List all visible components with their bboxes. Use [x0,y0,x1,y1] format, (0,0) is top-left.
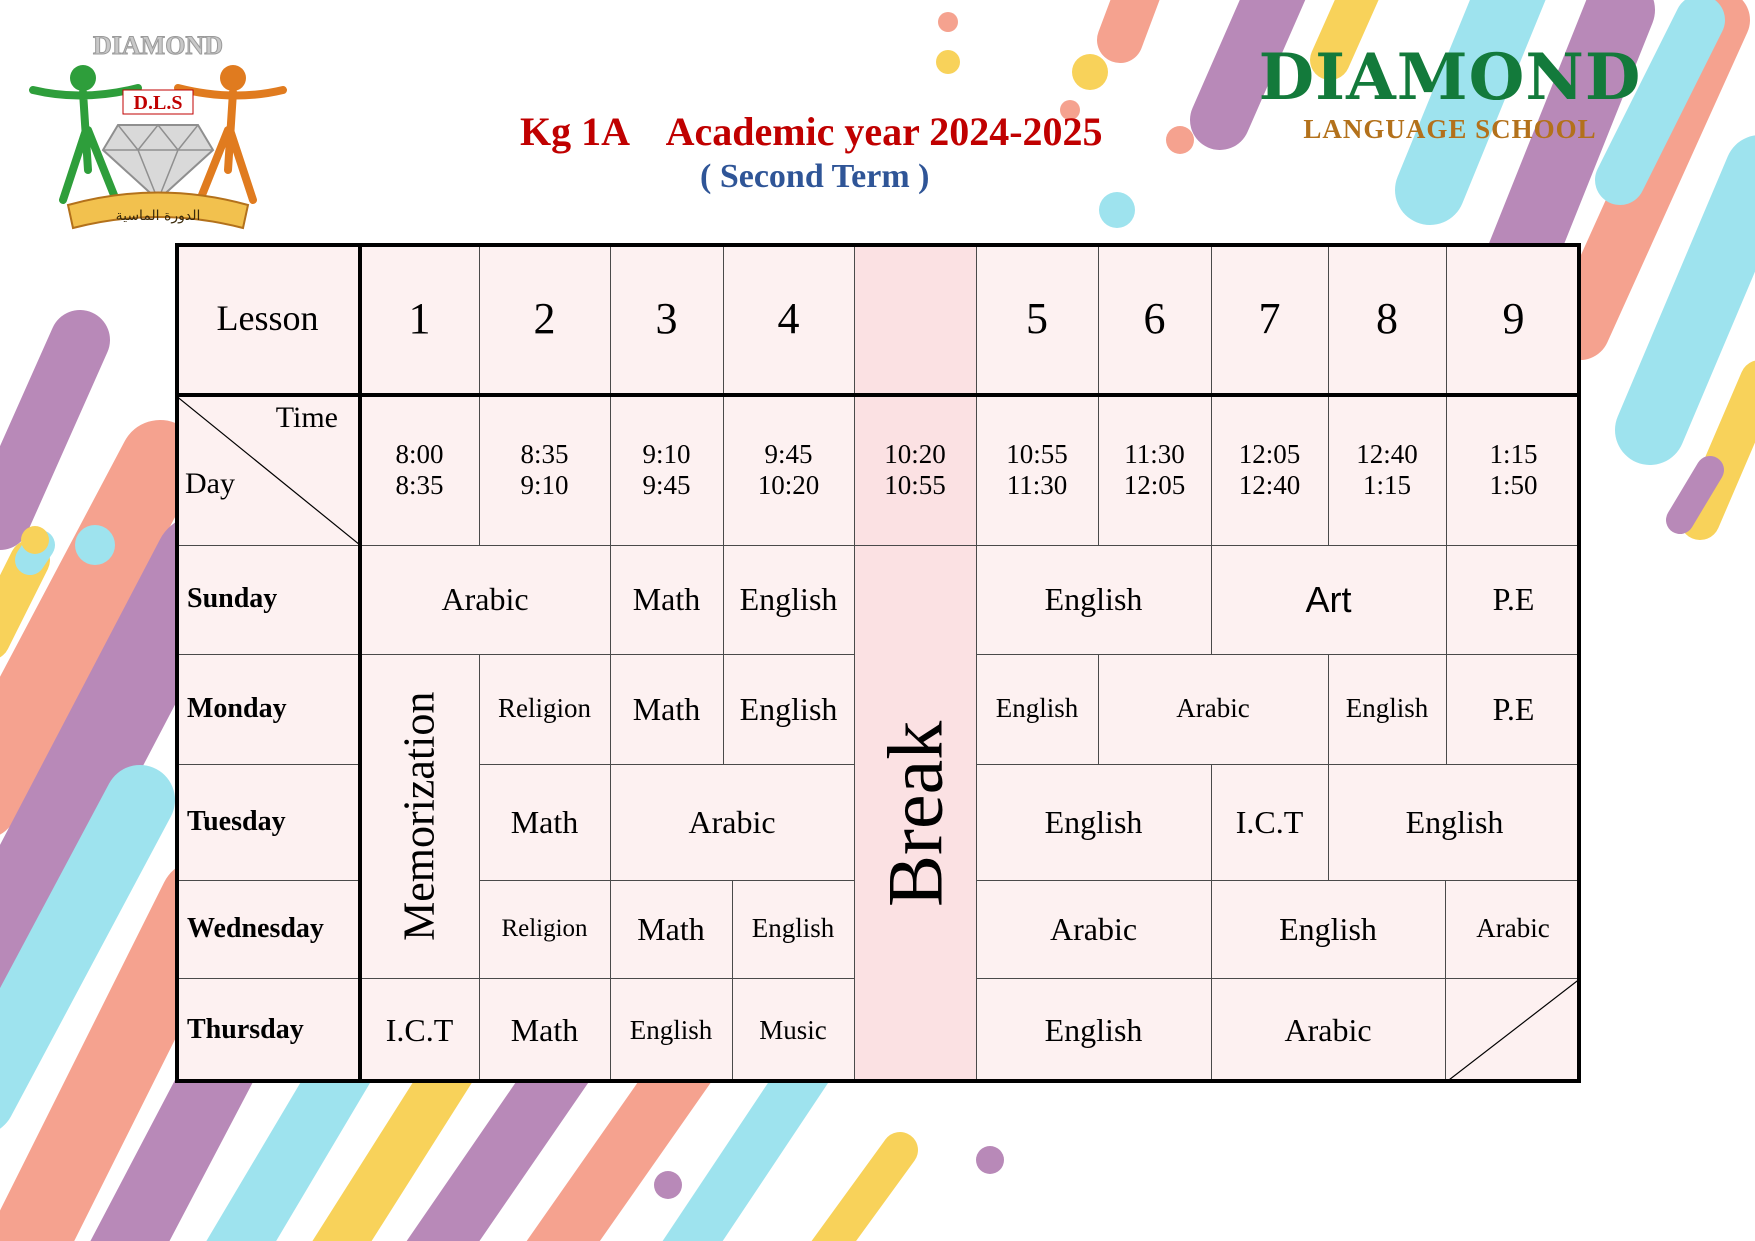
time-start: 10:55 [1006,438,1068,469]
time-end: 8:35 [395,470,444,500]
school-name: DIAMOND [1258,40,1642,115]
memorization-label: Memorization [394,691,444,941]
subject-cell: Math [610,880,732,978]
subject-cell: English [1211,880,1445,978]
lesson-number: 4 [723,243,854,395]
time-end: 1:15 [1362,470,1411,500]
subject-cell: Art [1211,545,1446,654]
page-title [520,108,1103,155]
subject-cell: Math [479,978,610,1083]
grid-line [175,978,360,979]
time-end: 9:10 [520,470,569,500]
time-start: 1:15 [1489,438,1538,469]
class-name: Kg 1A [520,109,628,154]
empty-slot [1445,978,1581,1083]
time-slot [360,395,479,545]
grid-line [479,764,854,765]
subject-cell: English [976,978,1211,1083]
subject-cell: Arabic [976,880,1211,978]
time-start: 12:40 [1356,438,1418,469]
subject-cell: I.C.T [1211,764,1328,880]
grid-line [175,545,1581,546]
subject-cell: Math [610,545,723,654]
grid-line [175,764,360,765]
lesson-number: 6 [1098,243,1211,395]
grid-line [479,654,480,1083]
grid-line [732,880,733,1083]
time-start: 9:45 [764,438,813,469]
time-end: 10:20 [757,470,820,500]
break-label: Break [871,720,959,908]
grid-line [610,243,611,1083]
break-time-slot [854,395,976,545]
time-end: 12:40 [1238,470,1301,500]
grid-line [360,654,854,655]
time-start: 9:10 [642,438,691,469]
timetable [175,243,1581,1083]
grid-line [175,880,360,881]
subject-cell: Music [732,978,854,1083]
grid-line [175,654,360,655]
time-start: 10:20 [884,438,946,469]
time-slot [723,395,854,545]
time-slot [976,395,1098,545]
time-end: 11:30 [1006,470,1068,500]
break-header [854,243,976,395]
school-logo [28,30,288,240]
lesson-number: 1 [360,243,479,395]
school-brand [1240,40,1660,145]
day-tuesday: Tuesday [175,764,360,880]
time-day-corner [175,395,360,545]
lesson-number: 9 [1446,243,1581,395]
time-label: Time [275,401,338,434]
break-cell [854,545,976,1083]
time-start: 8:00 [395,438,444,469]
time-end: 1:50 [1489,470,1538,500]
time-slot [1211,395,1328,545]
subject-cell: Math [610,654,723,764]
subject-cell: Religion [479,654,610,764]
subject-cell: English [723,654,854,764]
grid-line [976,243,977,1083]
subject-cell: English [976,654,1098,764]
subject-cell: English [732,880,854,978]
subject-cell: Arabic [1445,880,1581,978]
grid-line [1445,880,1446,1083]
time-start: 8:35 [520,438,569,469]
time-end: 12:05 [1123,470,1186,500]
grid-line [1328,654,1329,880]
diagonal-strike-icon [1445,978,1581,1083]
lesson-number: 5 [976,243,1098,395]
lesson-number: 3 [610,243,723,395]
logo-top-text: DIAMOND [93,31,223,60]
header-divider-horizontal [175,393,1581,397]
day-wednesday: Wednesday [175,880,360,978]
subject-cell: English [976,545,1211,654]
subject-cell: P.E [1446,545,1581,654]
time-slot [479,395,610,545]
subject-cell: English [1328,654,1446,764]
subject-cell: Religion [479,880,610,978]
subject-cell: Arabic [1211,978,1445,1083]
subject-cell: I.C.T [360,978,479,1083]
grid-line [976,978,1581,979]
day-thursday: Thursday [175,978,360,1083]
grid-line [1211,764,1212,1083]
time-slot [610,395,723,545]
time-slot [1446,395,1581,545]
time-start: 12:05 [1238,438,1301,469]
subject-cell: Arabic [360,545,610,654]
school-crest-icon [28,30,288,240]
logo-ribbon-text: الدورة الماسية [115,208,201,224]
day-sunday: Sunday [175,545,360,654]
lesson-number: 7 [1211,243,1328,395]
school-subtitle: LANGUAGE SCHOOL [1303,114,1597,144]
lesson-number: 2 [479,243,610,395]
subject-cell: Math [479,764,610,880]
day-monday: Monday [175,654,360,764]
subject-cell: P.E [1446,654,1581,764]
grid-line [854,243,855,1083]
logo-badge-text: D.L.S [133,92,183,114]
subject-cell: English [610,978,732,1083]
subject-cell: English [976,764,1211,880]
grid-line [1098,654,1099,764]
time-slot [1328,395,1446,545]
subject-cell: Arabic [610,764,854,880]
lesson-header: Lesson [175,243,360,395]
memorization-cell [360,654,479,978]
grid-line [360,978,854,979]
grid-line [976,764,1581,765]
time-end: 10:55 [884,470,946,500]
time-slot [1098,395,1211,545]
grid-line [976,654,1581,655]
subject-cell: English [1328,764,1581,880]
time-start: 11:30 [1124,438,1185,469]
time-end: 9:45 [642,470,691,500]
day-label: Day [185,467,235,500]
grid-line [479,880,854,881]
subject-cell: Arabic [1098,654,1328,764]
subject-cell: English [723,545,854,654]
grid-line [976,880,1581,881]
lesson-number: 8 [1328,243,1446,395]
term-label: ( Second Term ) [700,158,930,195]
grid-line [1211,545,1212,654]
header-divider-vertical [358,243,362,1083]
academic-year: Academic year 2024-2025 [665,109,1103,154]
